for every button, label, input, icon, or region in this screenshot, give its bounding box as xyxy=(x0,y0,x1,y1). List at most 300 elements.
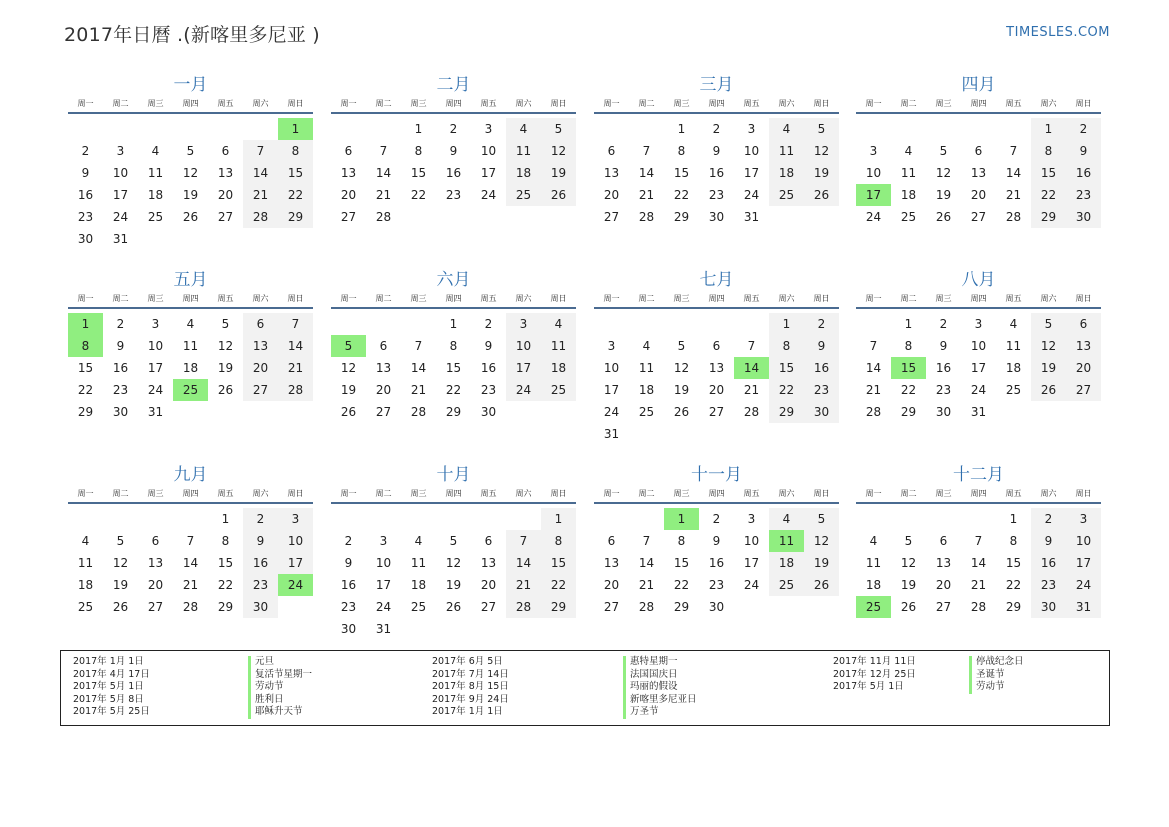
empty-cell xyxy=(506,508,541,530)
day-cell: 29 xyxy=(278,206,313,228)
weekday-label: 周四 xyxy=(970,294,987,303)
day-grid xyxy=(331,508,576,640)
day-cell: 28 xyxy=(1005,210,1022,224)
month-block xyxy=(68,74,313,250)
day-cell: 25 xyxy=(541,379,576,401)
day-cell: 28 xyxy=(375,210,392,224)
day-cell: 10 xyxy=(743,144,760,158)
weekday-label: 周日 xyxy=(1075,489,1092,498)
day-cell: 19 xyxy=(340,383,357,397)
weekday-label: 周四 xyxy=(708,294,725,303)
day-cell: 20 xyxy=(603,578,620,592)
day-cell: 18 xyxy=(182,361,199,375)
day-cell: 16 xyxy=(340,578,357,592)
weekday-label: 周一 xyxy=(340,294,357,303)
empty-cell xyxy=(594,118,629,140)
empty-cell xyxy=(331,118,366,140)
weekday-label: 周六 xyxy=(515,294,532,303)
month-title: 五月 xyxy=(173,270,208,290)
day-cell: 12 xyxy=(1031,335,1066,357)
day-cell: 29 xyxy=(673,210,690,224)
empty-cell xyxy=(891,118,926,140)
day-cell: 5 xyxy=(221,317,230,331)
empty-cell xyxy=(926,508,961,530)
day-grid xyxy=(856,118,1101,228)
day-cell: 27 xyxy=(147,600,164,614)
day-cell: 8 xyxy=(449,339,458,353)
empty-cell xyxy=(103,508,138,530)
holiday-name: 耶稣升天节 xyxy=(248,706,312,719)
day-grid xyxy=(331,313,576,423)
empty-cell xyxy=(594,313,629,335)
day-cell: 22 xyxy=(278,184,313,206)
month-block xyxy=(594,269,839,445)
month-title: 十月 xyxy=(436,465,471,485)
weekday-header xyxy=(856,488,1101,504)
holiday-day-cell: 1 xyxy=(278,118,313,140)
day-cell: 21 xyxy=(410,383,427,397)
weekday-label: 周四 xyxy=(708,489,725,498)
weekday-label: 周一 xyxy=(77,294,94,303)
day-cell: 3 xyxy=(484,122,493,136)
day-cell: 24 xyxy=(743,188,760,202)
day-cell: 16 xyxy=(935,361,952,375)
weekday-label: 周日 xyxy=(550,99,567,108)
weekday-label: 周二 xyxy=(375,489,392,498)
day-cell: 5 xyxy=(186,144,195,158)
day-cell: 23 xyxy=(1066,184,1101,206)
month-block xyxy=(594,74,839,228)
day-cell: 22 xyxy=(673,188,690,202)
day-cell: 28 xyxy=(243,206,278,228)
day-cell: 11 xyxy=(541,335,576,357)
day-cell: 3 xyxy=(116,144,125,158)
day-cell: 17 xyxy=(1066,552,1101,574)
day-cell: 27 xyxy=(935,600,952,614)
day-cell: 12 xyxy=(900,556,917,570)
day-cell: 1 xyxy=(1009,512,1018,526)
weekday-label: 周三 xyxy=(410,489,427,498)
day-cell: 9 xyxy=(712,144,721,158)
day-cell: 9 xyxy=(939,339,948,353)
day-cell: 10 xyxy=(112,166,129,180)
empty-cell xyxy=(629,313,664,335)
weekday-label: 周一 xyxy=(865,294,882,303)
weekday-label: 周六 xyxy=(1040,489,1057,498)
day-cell: 5 xyxy=(904,534,913,548)
day-cell: 2 xyxy=(712,122,721,136)
day-cell: 24 xyxy=(480,188,497,202)
day-cell: 14 xyxy=(865,361,882,375)
day-cell: 1 xyxy=(541,508,576,530)
day-cell: 30 xyxy=(1066,206,1101,228)
day-cell: 13 xyxy=(147,556,164,570)
site-link[interactable]: TIMESLES.COM xyxy=(1006,25,1110,40)
day-cell: 23 xyxy=(708,188,725,202)
month-title: 七月 xyxy=(699,270,734,290)
month-title: 四月 xyxy=(961,75,996,95)
day-cell: 7 xyxy=(506,530,541,552)
day-cell: 23 xyxy=(77,210,94,224)
weekday-header xyxy=(331,98,576,114)
day-cell: 17 xyxy=(743,166,760,180)
holiday-day-cell: 24 xyxy=(278,574,313,596)
day-cell: 27 xyxy=(243,379,278,401)
day-cell: 26 xyxy=(112,600,129,614)
month-block xyxy=(331,464,576,640)
weekday-label: 周二 xyxy=(375,99,392,108)
day-cell: 6 xyxy=(974,144,983,158)
day-cell: 15 xyxy=(410,166,427,180)
day-cell: 21 xyxy=(243,184,278,206)
day-cell: 17 xyxy=(278,552,313,574)
weekday-label: 周一 xyxy=(603,99,620,108)
holiday-date: 2017年 11月 11日 xyxy=(833,656,916,667)
day-cell: 15 xyxy=(445,361,462,375)
day-cell: 17 xyxy=(480,166,497,180)
day-cell: 16 xyxy=(708,166,725,180)
day-cell: 22 xyxy=(217,578,234,592)
holiday-date: 2017年 4月 17日 xyxy=(73,668,150,680)
day-cell: 27 xyxy=(340,210,357,224)
day-cell: 1 xyxy=(449,317,458,331)
day-cell: 3 xyxy=(506,313,541,335)
weekday-label: 周三 xyxy=(935,99,952,108)
holiday-day-cell: 15 xyxy=(891,357,926,379)
day-cell: 12 xyxy=(182,166,199,180)
day-cell: 26 xyxy=(673,405,690,419)
day-cell: 24 xyxy=(865,210,882,224)
day-cell: 8 xyxy=(414,144,423,158)
weekday-label: 周三 xyxy=(673,294,690,303)
day-cell: 15 xyxy=(1031,162,1066,184)
day-cell: 4 xyxy=(769,508,804,530)
day-cell: 4 xyxy=(414,534,423,548)
day-cell: 26 xyxy=(182,210,199,224)
day-cell: 26 xyxy=(1031,379,1066,401)
day-cell: 4 xyxy=(81,534,90,548)
empty-cell xyxy=(891,508,926,530)
weekday-label: 周四 xyxy=(182,99,199,108)
day-cell: 14 xyxy=(1005,166,1022,180)
month-block xyxy=(68,269,313,423)
holiday-name: 元旦 xyxy=(248,656,312,669)
day-cell: 22 xyxy=(673,578,690,592)
day-cell: 30 xyxy=(708,210,725,224)
day-cell: 3 xyxy=(151,317,160,331)
day-grid xyxy=(856,313,1101,423)
day-cell: 30 xyxy=(708,600,725,614)
day-grid xyxy=(331,118,576,228)
weekday-label: 周二 xyxy=(112,294,129,303)
day-cell: 8 xyxy=(1009,534,1018,548)
day-cell: 24 xyxy=(970,383,987,397)
holiday-names-column xyxy=(969,656,1024,694)
day-cell: 10 xyxy=(603,361,620,375)
day-cell: 18 xyxy=(147,188,164,202)
day-cell: 4 xyxy=(869,534,878,548)
day-cell: 6 xyxy=(939,534,948,548)
day-cell: 24 xyxy=(743,578,760,592)
day-cell: 29 xyxy=(1031,206,1066,228)
weekday-header xyxy=(68,293,313,309)
day-cell: 28 xyxy=(865,405,882,419)
holiday-day-cell: 11 xyxy=(769,530,804,552)
empty-cell xyxy=(401,508,436,530)
day-cell: 16 xyxy=(708,556,725,570)
month-block xyxy=(331,74,576,228)
day-cell: 28 xyxy=(970,600,987,614)
day-cell: 7 xyxy=(974,534,983,548)
weekday-label: 周日 xyxy=(813,99,830,108)
day-cell: 20 xyxy=(603,188,620,202)
day-cell: 21 xyxy=(865,383,882,397)
weekday-label: 周一 xyxy=(603,294,620,303)
day-cell: 13 xyxy=(603,556,620,570)
day-cell: 7 xyxy=(869,339,878,353)
weekday-label: 周六 xyxy=(252,99,269,108)
day-cell: 9 xyxy=(243,530,278,552)
day-cell: 9 xyxy=(1031,530,1066,552)
day-cell: 11 xyxy=(769,140,804,162)
day-cell: 12 xyxy=(804,140,839,162)
day-cell: 7 xyxy=(642,534,651,548)
day-cell: 8 xyxy=(677,144,686,158)
day-cell: 11 xyxy=(865,556,882,570)
day-cell: 6 xyxy=(344,144,353,158)
day-cell: 18 xyxy=(900,188,917,202)
day-cell: 5 xyxy=(804,508,839,530)
day-cell: 13 xyxy=(935,556,952,570)
day-cell: 3 xyxy=(607,339,616,353)
day-cell: 2 xyxy=(344,534,353,548)
weekday-label: 周六 xyxy=(252,294,269,303)
holiday-dates-column xyxy=(833,656,916,694)
holiday-date: 2017年 5月 1日 xyxy=(73,681,144,692)
holiday-day-cell: 14 xyxy=(734,357,769,379)
holiday-date: 2017年 6月 5日 xyxy=(432,656,503,667)
day-cell: 9 xyxy=(712,534,721,548)
day-cell: 8 xyxy=(904,339,913,353)
day-cell: 3 xyxy=(747,512,756,526)
day-cell: 10 xyxy=(278,530,313,552)
day-cell: 11 xyxy=(506,140,541,162)
day-cell: 4 xyxy=(541,313,576,335)
day-cell: 10 xyxy=(375,556,392,570)
day-cell: 30 xyxy=(243,596,278,618)
day-cell: 12 xyxy=(112,556,129,570)
month-block xyxy=(68,464,313,618)
empty-cell xyxy=(926,118,961,140)
day-cell: 9 xyxy=(484,339,493,353)
month-title: 十一月 xyxy=(691,465,742,485)
weekday-label: 周六 xyxy=(252,489,269,498)
day-cell: 23 xyxy=(708,578,725,592)
weekday-label: 周一 xyxy=(340,489,357,498)
day-cell: 30 xyxy=(804,401,839,423)
day-cell: 11 xyxy=(182,339,199,353)
weekday-label: 周五 xyxy=(480,99,497,108)
day-cell: 26 xyxy=(804,184,839,206)
day-cell: 23 xyxy=(804,379,839,401)
day-cell: 2 xyxy=(939,317,948,331)
day-cell: 14 xyxy=(243,162,278,184)
weekday-label: 周一 xyxy=(865,99,882,108)
day-cell: 26 xyxy=(935,210,952,224)
day-cell: 22 xyxy=(1031,184,1066,206)
day-cell: 14 xyxy=(638,166,655,180)
weekday-label: 周一 xyxy=(340,99,357,108)
weekday-label: 周五 xyxy=(480,294,497,303)
holiday-day-cell: 1 xyxy=(664,508,699,530)
holiday-name: 新喀里多尼亚日 xyxy=(623,694,697,707)
day-cell: 8 xyxy=(541,530,576,552)
day-cell: 4 xyxy=(506,118,541,140)
empty-cell xyxy=(734,313,769,335)
weekday-label: 周日 xyxy=(1075,294,1092,303)
day-cell: 2 xyxy=(449,122,458,136)
weekday-label: 周三 xyxy=(673,489,690,498)
day-cell: 21 xyxy=(1005,188,1022,202)
day-cell: 14 xyxy=(278,335,313,357)
holiday-list xyxy=(60,650,1110,726)
day-cell: 1 xyxy=(769,313,804,335)
day-cell: 17 xyxy=(743,556,760,570)
weekday-label: 周一 xyxy=(865,489,882,498)
day-cell: 4 xyxy=(151,144,160,158)
day-cell: 19 xyxy=(445,578,462,592)
day-cell: 8 xyxy=(677,534,686,548)
holiday-date: 2017年 9月 24日 xyxy=(432,693,509,705)
day-cell: 25 xyxy=(77,600,94,614)
holiday-names-column xyxy=(623,656,697,719)
day-cell: 29 xyxy=(77,405,94,419)
weekday-label: 周六 xyxy=(778,99,795,108)
day-cell: 15 xyxy=(673,556,690,570)
day-cell: 5 xyxy=(449,534,458,548)
day-cell: 19 xyxy=(182,188,199,202)
day-cell: 16 xyxy=(112,361,129,375)
page-title: 2017年日曆 .(新喀里多尼亚 ) xyxy=(64,24,320,46)
weekday-label: 周五 xyxy=(480,489,497,498)
day-cell: 1 xyxy=(904,317,913,331)
day-cell: 18 xyxy=(638,383,655,397)
day-cell: 2 xyxy=(243,508,278,530)
weekday-label: 周六 xyxy=(1040,99,1057,108)
day-cell: 21 xyxy=(278,357,313,379)
day-cell: 9 xyxy=(81,166,90,180)
day-cell: 19 xyxy=(935,188,952,202)
day-cell: 18 xyxy=(769,162,804,184)
day-cell: 20 xyxy=(935,578,952,592)
day-cell: 20 xyxy=(708,383,725,397)
day-grid xyxy=(594,508,839,618)
day-cell: 6 xyxy=(379,339,388,353)
weekday-label: 周五 xyxy=(743,294,760,303)
day-cell: 20 xyxy=(243,357,278,379)
day-cell: 3 xyxy=(974,317,983,331)
day-cell: 7 xyxy=(642,144,651,158)
day-cell: 23 xyxy=(112,383,129,397)
day-cell: 9 xyxy=(344,556,353,570)
holiday-day-cell: 17 xyxy=(856,184,891,206)
day-cell: 7 xyxy=(414,339,423,353)
empty-cell xyxy=(856,508,891,530)
day-cell: 27 xyxy=(603,210,620,224)
month-title: 二月 xyxy=(436,75,471,95)
day-cell: 9 xyxy=(116,339,125,353)
holiday-name: 停战纪念日 xyxy=(969,656,1024,669)
empty-cell xyxy=(401,313,436,335)
weekday-header xyxy=(594,293,839,309)
holiday-date: 2017年 1月 1日 xyxy=(432,706,503,717)
day-cell: 16 xyxy=(243,552,278,574)
day-cell: 24 xyxy=(506,379,541,401)
day-cell: 31 xyxy=(603,427,620,441)
day-cell: 8 xyxy=(769,335,804,357)
day-cell: 12 xyxy=(445,556,462,570)
month-block xyxy=(331,269,576,423)
weekday-label: 周三 xyxy=(935,489,952,498)
day-cell: 28 xyxy=(182,600,199,614)
day-cell: 18 xyxy=(769,552,804,574)
day-cell: 22 xyxy=(900,383,917,397)
empty-cell xyxy=(629,508,664,530)
day-cell: 31 xyxy=(112,232,129,246)
day-cell: 10 xyxy=(743,534,760,548)
weekday-label: 周三 xyxy=(673,99,690,108)
day-cell: 22 xyxy=(445,383,462,397)
day-cell: 11 xyxy=(1005,339,1022,353)
weekday-label: 周四 xyxy=(970,489,987,498)
day-cell: 7 xyxy=(186,534,195,548)
holiday-dates-column xyxy=(432,656,509,719)
weekday-label: 周二 xyxy=(638,294,655,303)
weekday-label: 周三 xyxy=(935,294,952,303)
day-cell: 2 xyxy=(484,317,493,331)
day-cell: 12 xyxy=(935,166,952,180)
weekday-label: 周二 xyxy=(900,294,917,303)
day-cell: 10 xyxy=(970,339,987,353)
day-cell: 12 xyxy=(217,339,234,353)
holiday-name: 万圣节 xyxy=(623,706,697,719)
day-cell: 6 xyxy=(607,534,616,548)
day-cell: 13 xyxy=(603,166,620,180)
day-cell: 20 xyxy=(147,578,164,592)
day-cell: 24 xyxy=(147,383,164,397)
day-cell: 27 xyxy=(217,210,234,224)
day-cell: 31 xyxy=(375,622,392,636)
day-cell: 5 xyxy=(939,144,948,158)
empty-cell xyxy=(173,508,208,530)
empty-cell xyxy=(856,313,891,335)
day-cell: 25 xyxy=(147,210,164,224)
day-cell: 20 xyxy=(375,383,392,397)
day-cell: 26 xyxy=(340,405,357,419)
weekday-label: 周三 xyxy=(147,294,164,303)
day-cell: 29 xyxy=(217,600,234,614)
day-cell: 27 xyxy=(708,405,725,419)
day-cell: 24 xyxy=(1066,574,1101,596)
day-cell: 10 xyxy=(865,166,882,180)
holiday-name: 圣诞节 xyxy=(969,669,1024,682)
day-cell: 4 xyxy=(186,317,195,331)
day-cell: 14 xyxy=(410,361,427,375)
weekday-header xyxy=(331,293,576,309)
day-cell: 15 xyxy=(541,552,576,574)
weekday-label: 周日 xyxy=(550,294,567,303)
weekday-label: 周六 xyxy=(778,489,795,498)
